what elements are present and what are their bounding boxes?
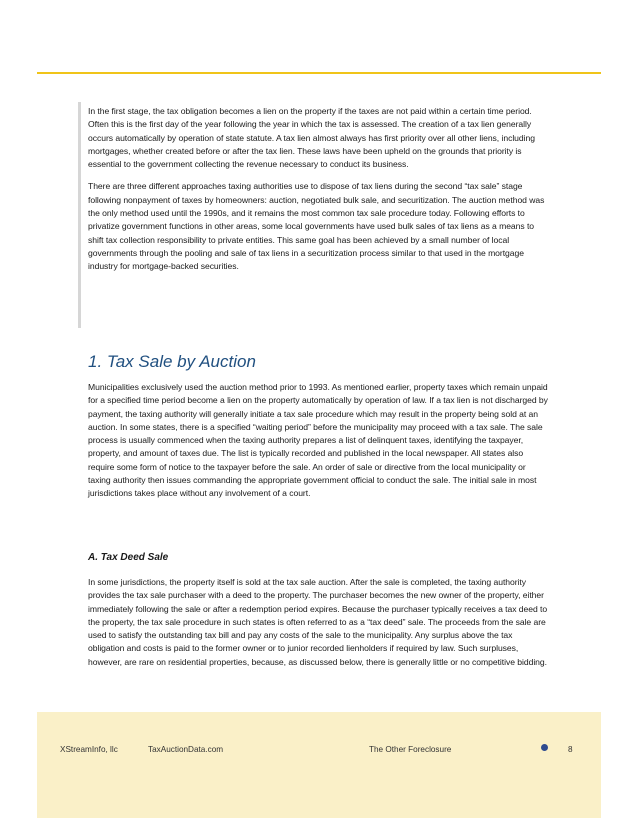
footer-company: XStreamInfo, llc	[60, 745, 118, 754]
section-tax-deed-body	[88, 576, 550, 669]
section-heading-tax-sale-auction: 1. Tax Sale by Auction	[88, 352, 256, 371]
paragraph-tax-lien-stage: In the first stage, the tax obligation becomes a lien on the property if the taxes are not paid within a certain time period. Often this is the first day of the year following the year in which the tax is assessed. The creation of a tax lien generally occurs automatically by operation of state statute. A tax lien almost always has first priority over all other liens, including mortgages, whether created before or after the tax lien. These laws have been upheld on the grounds that priority is essential to the government collecting the revenue necessary to conduct its business.	[88, 106, 535, 170]
footer-document-title: The Other Foreclosure	[369, 745, 452, 754]
paragraph-tax-deed-sale: In some jurisdictions, the property itself is sold at the tax sale auction. After the sale is completed, the taxing authority provides the tax sale purchaser with a deed to the property. The purchaser becomes the new owner of the property, either immediately following the sale or after a redemption period expires. Because the purchaser typically receives a tax deed to the property, the tax sale procedure in such states is often referred to as a “tax deed” sale. The proceeds from the sale are used to satisfy the outstanding tax bill and pay any costs of the sale to the municipality. Any surplus above the tax obligation and costs is paid to the former owner or to junior recorded lienholders if required by law. Such surpluses, however, are rare on residential properties, because, as discussed below, there is generally little or no competitive bidding.	[88, 577, 548, 667]
subsection-heading-tax-deed-sale: A. Tax Deed Sale	[88, 552, 169, 563]
quote-bar	[78, 102, 81, 328]
paragraph-disposal-approaches: There are three different approaches taxing authorities use to dispose of tax liens during the second “tax sale” stage following nonpayment of taxes by homeowners: auction, negotiated bulk sale, and securitization. The auction method was the only method used until the 1990s, and it remains the most common tax sale procedure today. Following efforts to privatize government functions in other areas, some local governments have used bulk sales of tax liens as a means to shift tax collection responsibility to private entities. This same goal has been achieved by a small number of local governments through the pooling and sale of tax liens in a securitization process similar to that used in the mortgage industry for mortgage-backed securities.	[88, 181, 545, 272]
page-number: 8	[568, 745, 573, 754]
footer-band	[37, 712, 601, 818]
paragraph-auction-method: Municipalities exclusively used the auction method prior to 1993. As mentioned earlier, property taxes which remain unpaid for a specified time period become a lien on the property automatically by operation of law. If a tax lien is not discharged by payment, the taxing authority will generally initiate a tax sale procedure which may result in the property being sold at an auction. In some states, there is a specified “waiting period” before the municipality may proceed with a tax sale. The sale process is usually commenced when the taxing authority prepares a list of delinquent taxes, identifying the taxpayer, property, and amount of taxes due. The list is typically recorded and published in the local newspaper. All states also require some form of notice to the taxpayer before the sale. An order of sale or directive from the local municipality or taxing authority then issues commanding the appropriate government official to conduct the sale. The initial sale in most jurisdictions takes place without any involvement of a court.	[88, 382, 548, 499]
footer-site: TaxAuctionData.com	[148, 745, 224, 754]
section-auction-body	[88, 381, 550, 501]
intro-text-block	[88, 105, 550, 274]
footer-bullet-icon	[541, 744, 548, 751]
header-rule	[37, 72, 601, 74]
